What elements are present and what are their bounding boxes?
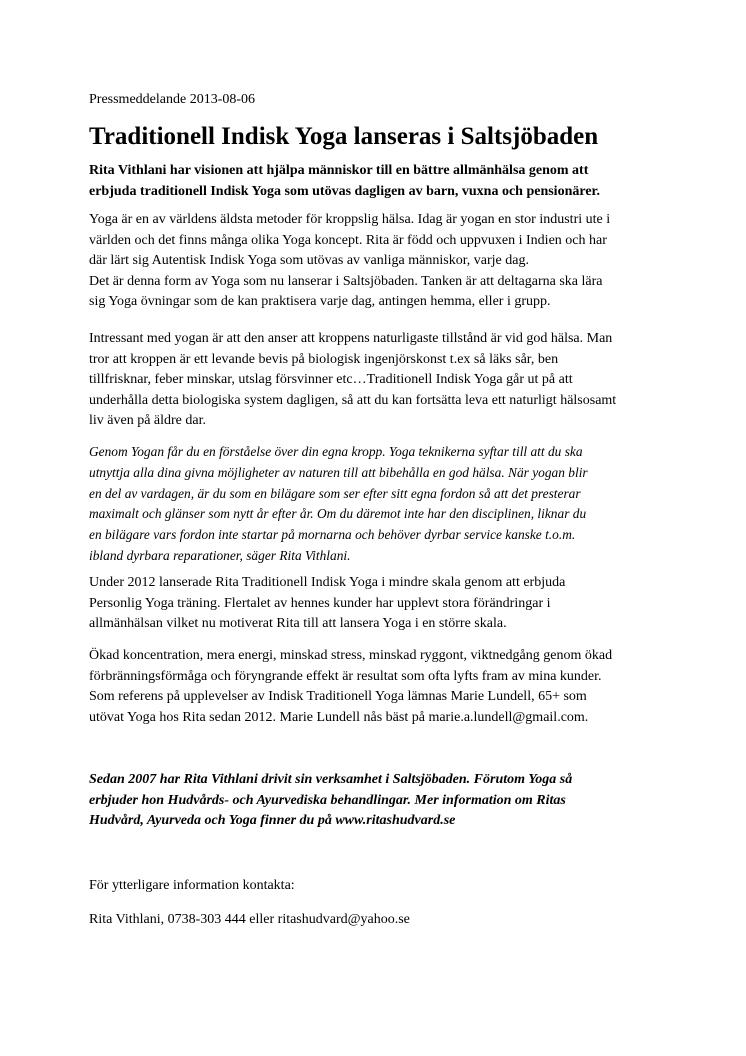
contact-line — [89, 910, 659, 931]
text-line: där lärt sig Autentisk Indisk Yoga som utövas av vanliga människor, varje dag. — [89, 253, 529, 268]
text-line: Som referens på upplevelser av Indisk Traditionell Yoga lämnas Marie Lundell, 65+ som — [89, 689, 587, 704]
text-line: utövat Yoga hos Rita sedan 2012. Marie Lundell nås bäst på marie.a.lundell@gmail.com. — [89, 709, 589, 725]
text-line: allmänhälsan vilket nu motiverat Rita till att lansera Yoga i en större skala. — [89, 616, 507, 631]
closing-paragraph — [89, 770, 659, 832]
body-paragraph-1 — [89, 210, 659, 313]
text-line: liv även på äldre dar. — [89, 413, 207, 428]
closing-line: erbjuder hon Hudvårds- och Ayurvediska behandlingar. Mer information om Ritas — [89, 792, 566, 808]
contact-details: Rita Vithlani, 0738-303 444 eller ritashudvard@yahoo.se — [89, 912, 410, 927]
quote-line: utnyttja alla dina givna möjligheter av naturen till att bibehålla en god hälsa. När yogan blir — [89, 464, 588, 480]
body-paragraph-2 — [89, 329, 659, 432]
text-line: tror att kroppen är ett levande bevis på biologisk ingenjörskonst t.ex så läks sår, ben — [89, 351, 559, 367]
text-line: Ökad koncentration, mera energi, minskad stress, minskad ryggont, viktnedgång genom ökad — [89, 648, 613, 663]
contact-intro-text: För ytterligare information kontakta: — [89, 878, 295, 893]
text-line: världen och det finns många olika Yoga koncept. Rita är född och uppvuxen i Indien och har — [89, 232, 607, 248]
quote-paragraph — [89, 442, 659, 567]
contact-intro — [89, 876, 659, 897]
quote-line: en bilägare vars fordon inte startar på mornarna och behöver dyrbar service kanske t.o.m. — [89, 527, 576, 543]
lead-line: erbjuda traditionell Indisk Yoga som utövas dagligen av barn, vuxna och pensionärer. — [89, 183, 600, 199]
lead-line: Rita Vithlani har visionen att hjälpa människor till en bättre allmänhälsa genom att — [89, 163, 589, 178]
closing-line: Sedan 2007 har Rita Vithlani drivit sin verksamhet i Saltsjöbaden. Förutom Yoga så — [89, 772, 573, 787]
quote-line: en del av vardagen, är du som en bilägare som ser efter sitt egna fordon så att det presterar — [89, 485, 581, 501]
text-line: Personlig Yoga träning. Flertalet av hennes kunder har upplevt stora förändringar i — [89, 595, 551, 611]
text-line: Intressant med yogan är att den anser att kroppens naturligaste tillstånd är vid god hälsa. Man — [89, 331, 613, 346]
lead-paragraph — [89, 161, 659, 202]
text-line: tillfrisknar, feber minskar, utslag försvinner etc…Traditionell Indisk Yoga går ut på att — [89, 372, 573, 387]
quote-line: maximalt och glänser som nytt år efter år. Om du däremot inte har den disciplinen, liknar du — [89, 506, 587, 522]
quote-line: Genom Yogan får du en förståelse över din egna kropp. Yoga teknikerna syftar till att du ska — [89, 444, 583, 459]
body-paragraph-4 — [89, 646, 659, 728]
text-line: Det är denna form av Yoga som nu lanserar i Saltsjöbaden. Tanken är att deltagarna ska lära — [89, 273, 603, 289]
quote-line: ibland dyrbara reparationer, säger Rita Vithlani. — [89, 547, 351, 563]
text-line: Under 2012 lanserade Rita Traditionell Indisk Yoga i mindre skala genom att erbjuda — [89, 575, 566, 590]
text-line: Yoga är en av världens äldsta metoder för kroppslig hälsa. Idag är yogan en stor industri ute i — [89, 212, 611, 227]
page-title: Traditionell Indisk Yoga lanseras i Saltsjöbaden — [89, 123, 599, 150]
closing-line: Hudvård, Ayurveda och Yoga finner du på www.ritashudvard.se — [89, 813, 456, 828]
body-paragraph-3 — [89, 573, 659, 635]
text-line: underhålla detta biologiska system dagligen, så att du kan fortsätta leva ett naturligt hälsosamt — [89, 392, 617, 408]
text-line: förbränningsförmåga och föryngrande effekt är resultat som ofta lyfts fram av mina kunder. — [89, 668, 602, 684]
dateline: Pressmeddelande 2013-08-06 — [89, 92, 256, 107]
text-line: sig Yoga övningar som de kan praktisera varje dag, antingen hemma, eller i grupp. — [89, 294, 551, 309]
